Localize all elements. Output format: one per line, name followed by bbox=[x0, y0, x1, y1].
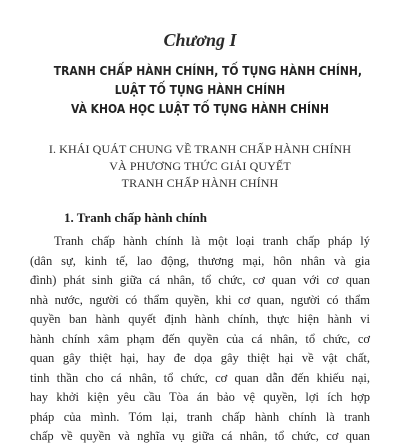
chapter-title-line: LUẬT TỐ TỤNG HÀNH CHÍNH bbox=[114, 82, 286, 97]
paragraph-line: nhà nước, người có thẩm quyền, khi cơ quan, người có thẩm bbox=[30, 292, 370, 307]
section-title-line: TRANH CHẤP HÀNH CHÍNH bbox=[121, 176, 279, 190]
paragraph-line: tinh thần cho cá nhân, tổ chức, cơ quan dẫn đến khiếu nại, bbox=[30, 370, 370, 385]
paragraph-line: đình) phát sinh giữa cá nhân, tổ chức, cơ quan với cơ quan bbox=[30, 273, 370, 287]
paragraph-line: quyền ban hành quyết định hành chính, thực hiện hành vi bbox=[30, 312, 370, 326]
paragraph-line: hành chính xâm phạm đến quyền của cá nhân, tổ chức, cơ bbox=[30, 331, 370, 346]
paragraph-line: quan gây thiệt hại, hay đe dọa gây thiệt hại về vật chất, bbox=[30, 351, 370, 365]
section-title-line: VÀ PHƯƠNG THỨC GIẢI QUYẾT bbox=[109, 159, 291, 173]
paragraph-line: pháp của mình. Tóm lại, tranh chấp hành chính là tranh bbox=[30, 409, 370, 424]
chapter-title-line: TRANH CHẤP HÀNH CHÍNH, TỐ TỤNG HÀNH CHÍNH, bbox=[53, 63, 362, 78]
chapter-heading: Chương I bbox=[163, 30, 237, 50]
body-paragraph bbox=[30, 232, 370, 447]
chapter-title bbox=[30, 61, 370, 118]
paragraph-line: hay khởi kiện yêu cầu Tòa án bảo vệ quyền, lợi ích hợp bbox=[30, 390, 370, 404]
chapter-title-line: VÀ KHOA HỌC LUẬT TỐ TỤNG HÀNH CHÍNH bbox=[70, 101, 330, 116]
paragraph-line: (dân sự, kinh tế, lao động, thương mại, hôn nhân và gia bbox=[30, 253, 370, 268]
subsection-heading: 1. Tranh chấp hành chính bbox=[64, 210, 207, 225]
paragraph-line: chấp về quyền và nghĩa vụ giữa cá nhân, tổ chức, cơ quan bbox=[30, 429, 370, 443]
section-title bbox=[30, 141, 370, 192]
paragraph-line: Tranh chấp hành chính là một loại tranh chấp pháp lý bbox=[54, 234, 370, 248]
section-title-line: I. KHÁI QUÁT CHUNG VỀ TRANH CHẤP HÀNH CHÍNH bbox=[48, 142, 352, 156]
